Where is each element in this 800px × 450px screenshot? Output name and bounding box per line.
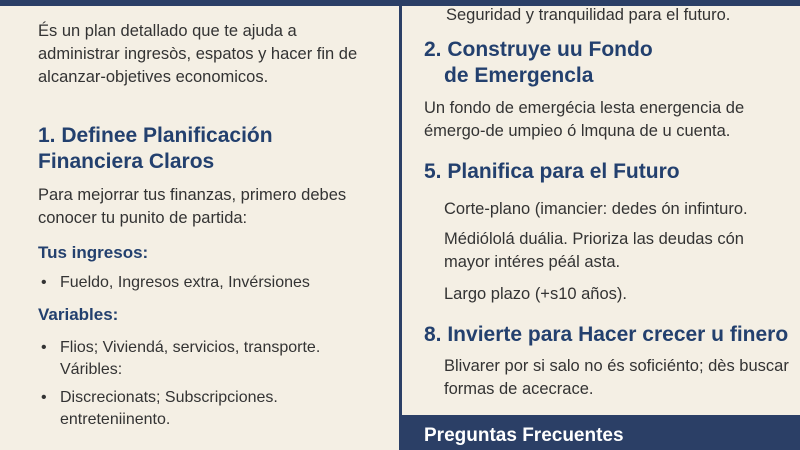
section-5-items (444, 198, 789, 306)
section-8-heading: 8. Invierte para Hacer crecer u finero (424, 323, 789, 346)
section-2-heading-line2: de Emergencla (444, 64, 594, 87)
ingresos-list (38, 272, 378, 294)
section-2-heading (424, 37, 794, 89)
section-2-body: Un fondo de emergécia lesta energencia de émergo-de umpieo ó lmquna de u cuenta. (424, 99, 745, 140)
section-8-body: Blivarer por si salo no és soficiénto; dès buscar formas de acecrace. (444, 357, 789, 398)
list-item: • Flios; Viviendá, servicios, transporte. Váribles: (38, 337, 368, 381)
section-5-item: Médiólolá duália. Prioriza las deudas cón mayor intéres péál asta. (444, 230, 744, 271)
section-1-heading-line1: 1. Definee Planificación (38, 124, 273, 147)
variables-title: Variables: (38, 305, 119, 324)
section-5-heading: 5. Planifica para el Futuro (424, 160, 680, 183)
ingresos-title: Tus ingresos: (38, 243, 149, 262)
section-5-item: Corte-plano (imancier: dedes ón infinturo. (444, 200, 748, 218)
intro-text: És un plan detallado que te ajuda a administrar ingresòs, espatos y hacer fin de alcanzar-objetives economicos. (38, 22, 358, 86)
faq-label: Preguntas Frecuentes (424, 425, 624, 446)
variables-list (38, 337, 368, 431)
faq-bar[interactable] (402, 415, 800, 450)
list-item: • Fueldo, Ingresos extra, Invérsiones (38, 272, 378, 294)
section-1-body: Para mejorrar tus finanzas, primero debes conocer tu punito de partida: (38, 186, 347, 227)
section-1-heading-line2: Financiera Claros (38, 150, 215, 173)
column-divider (399, 0, 402, 450)
section-1-heading (38, 123, 378, 175)
list-item: • Discrecionats; Subscripciones. entreteniinento. (38, 387, 368, 431)
section-2-heading-line1: 2. Construye uu Fondo (424, 38, 653, 61)
top-line-text: Seguridad y tranquilidad para el futuro. (446, 6, 731, 24)
section-5-item: Largo plazo (+s10 años). (444, 285, 627, 303)
